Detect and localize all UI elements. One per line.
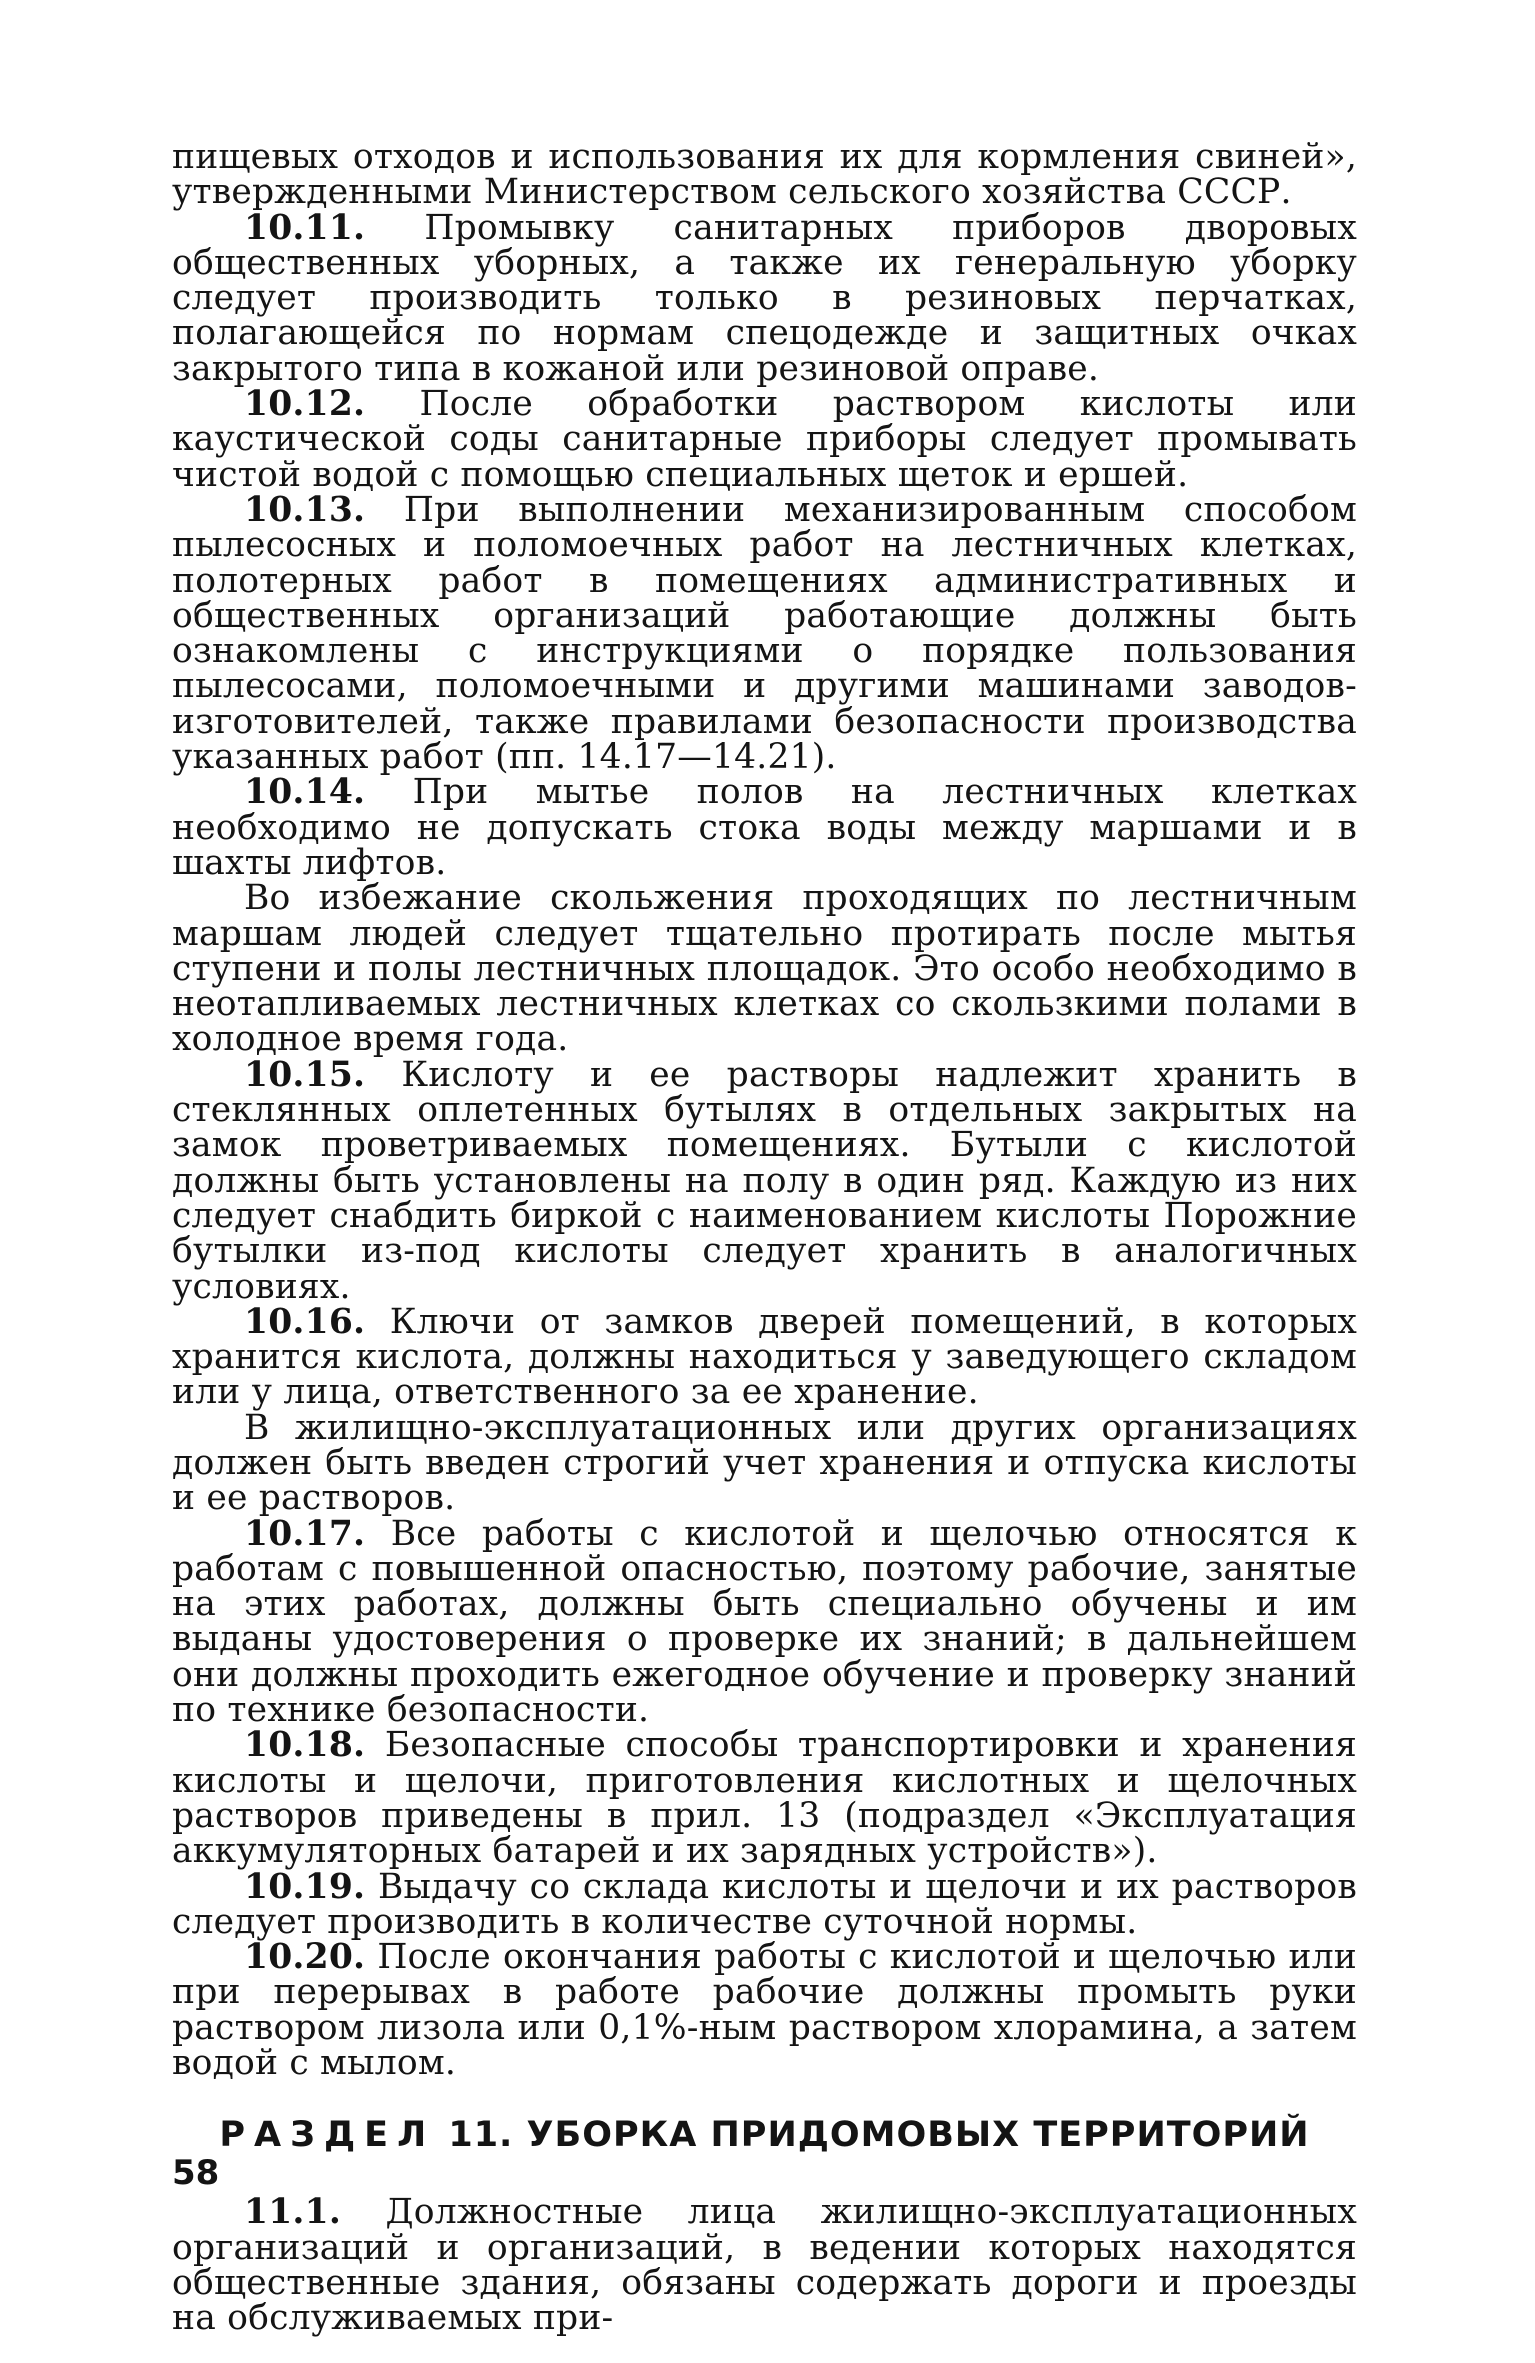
paragraph xyxy=(172,772,1357,883)
page-number: 58 xyxy=(172,2153,220,2193)
paragraph xyxy=(172,1407,1357,1519)
document-page xyxy=(172,137,1358,2339)
paragraph-text: Ключи от замков дверей помещений, в которых хранится кислота, должны находиться у заведующего складом или у лица, ответственного за ее хранение. xyxy=(172,1301,1358,1413)
paragraph-text: Все работы с кислотой и щелочью относятся к работам с повышенной опасностью, поэтому рабочие, занятые на этих работах, должны быть специально обучены и им выданы удостоверения о проверке их знаний; в дальнейшем они должны проходить ежегодное обучение и проверку знаний по технике безопасности. xyxy=(172,1513,1357,1731)
paragraph xyxy=(172,1937,1358,2084)
paragraph-text: При мытье полов на лестничных клетках необходимо не допускать стока воды между маршами и в шахты лифтов. xyxy=(172,772,1357,883)
paragraph-number: 10.19. xyxy=(244,1866,366,1907)
section-label: РАЗДЕЛ xyxy=(219,2115,436,2156)
paragraph xyxy=(172,1301,1358,1413)
paragraph-text: Кислоту и ее растворы надлежит хранить в стеклянных оплетенных бутылях в отдельных закрытых на замок проветриваемых помещениях. Бутыли с кислотой должны быть установлены на полу в один ряд. Каждую из них следует снабдить биркой с наименованием кислоты Порожние бутылки из-под кислоты следует хранить в аналогичных условиях. xyxy=(172,1054,1357,1307)
paragraph-number: 10.15. xyxy=(244,1054,366,1095)
paragraph-text: В жилищно-эксплуатационных или других организациях должен быть введен строгий учет хранения и отпуска кислоты и ее растворов. xyxy=(172,1407,1357,1519)
section-title: УБОРКА ПРИДОМОВЫХ ТЕРРИТОРИЙ xyxy=(526,2115,1310,2156)
paragraph-text: После окончания работы с кислотой и щелочью или при перерывах в работе рабочие должны промыть руки раствором лизола или 0,1%-ным раствором хлорамина, а затем водой с мылом. xyxy=(172,1937,1358,2084)
paragraph-number: 10.13. xyxy=(244,489,366,530)
section-11-text xyxy=(172,2192,1357,2339)
paragraph xyxy=(172,1513,1357,1731)
paragraph-text: Безопасные способы транспортировки и хранения кислоты и щелочи, приготовления кислотных и щелочных растворов приведены в прил. 13 (подраздел «Эксплуатация аккумуляторных батарей и их зарядных устройств»). xyxy=(172,1725,1357,1872)
paragraph xyxy=(172,489,1357,778)
paragraph-number: 10.20. xyxy=(244,1937,366,1978)
paragraph xyxy=(172,137,1357,213)
paragraph xyxy=(172,1725,1357,1872)
paragraph xyxy=(172,2192,1357,2339)
paragraph-text: пищевых отходов и использования их для кормления свиней», утвержденными Министерством сельского хозяйства СССР. xyxy=(172,137,1357,213)
paragraph-text: Выдачу со склада кислоты и щелочи и их растворов следует производить в количестве суточной нормы. xyxy=(172,1866,1357,1942)
section-number: 11. xyxy=(448,2115,514,2156)
paragraph-number: 10.17. xyxy=(244,1513,366,1554)
paragraph xyxy=(172,384,1357,495)
paragraph-number: 10.16. xyxy=(244,1301,366,1342)
paragraph-number: 10.14. xyxy=(244,772,366,813)
paragraph-number: 10.11. xyxy=(244,207,366,248)
paragraph xyxy=(172,1054,1357,1307)
paragraph xyxy=(172,878,1357,1060)
paragraph xyxy=(172,207,1357,389)
paragraph-text: При выполнении механизированным способом пылесосных и поломоечных работ на лестничных клетках, полотерных работ в помещениях административных и общественных организаций работающие должны быть ознакомлены с инструкциями о порядке пользования пылесосами, поломоечными и другими машинами заводов-изготовителей, также правилами безопасности производства указанных работ (пп. 14.17—14.21). xyxy=(172,489,1357,778)
paragraph-number: 10.12. xyxy=(244,384,366,425)
section-heading xyxy=(172,2115,1357,2155)
paragraph-text: После обработки раствором кислоты или каустической соды санитарные приборы следует промывать чистой водой с помощью специальных щеток и ершей. xyxy=(172,384,1357,495)
paragraph-number: 10.18. xyxy=(244,1725,366,1766)
paragraph-text: Во избежание скольжения проходящих по лестничным маршам людей следует тщательно протирать после мытья ступени и полы лестничных площадок. Это особо необходимо в неотапливаемых лестничных клетках со скользкими полами в холодное время года. xyxy=(172,878,1357,1060)
section-10-text xyxy=(172,137,1358,2084)
paragraph-number: 11.1. xyxy=(244,2192,342,2233)
paragraph xyxy=(172,1866,1357,1942)
paragraph-text: Промывку санитарных приборов дворовых общественных уборных, а также их генеральную уборку следует производить только в резиновых перчатках, полагающейся по нормам спецодежде и защитных очках закрытого типа в кожаной или резиновой оправе. xyxy=(172,207,1357,389)
paragraph-text: Должностные лица жилищно-эксплуатационных организаций и организаций, в ведении которых находятся общественные здания, обязаны содержать дороги и проезды на обслуживаемых при- xyxy=(172,2192,1357,2339)
